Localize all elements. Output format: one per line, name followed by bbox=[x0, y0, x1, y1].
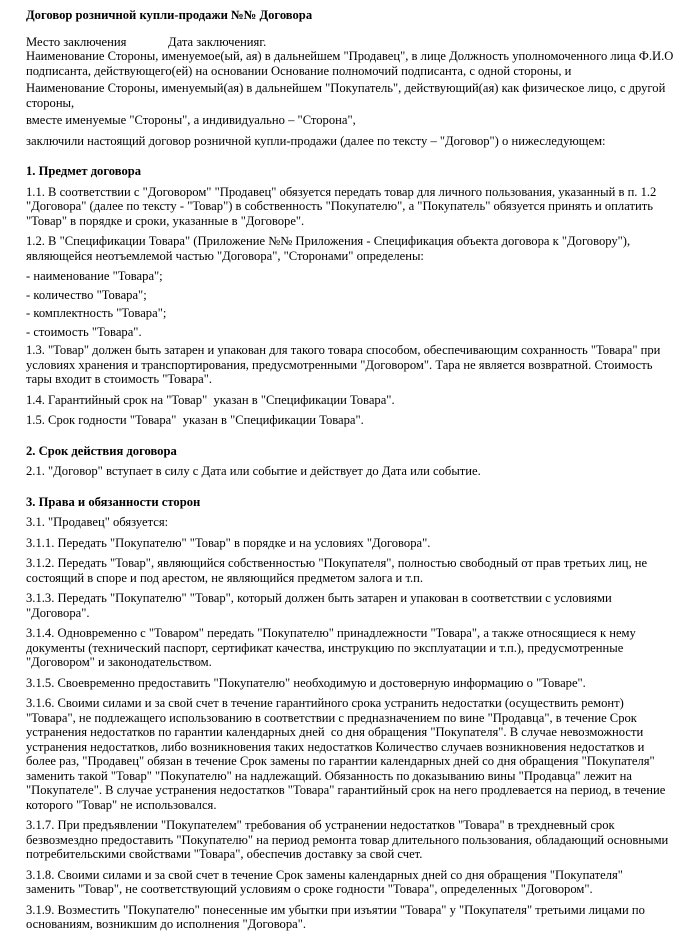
date-of-conclusion: Дата заключенияг. bbox=[168, 34, 267, 49]
section-2-heading: 2. Срок действия договора bbox=[26, 443, 177, 458]
spec-item-cost: - стоимость "Товара". bbox=[26, 324, 142, 339]
clause-3-1-6: 3.1.6. Своими силами и за свой счет в течение гарантийного срока устранить недостатки (осуществить ремонт) "Товара", не подлежащего использованию в соответствии с предназначением по вине "Продавца", в течение Срок устранения недостатков по гарантии календарных дней со дня обращения "Покупателя". В случае невозможности устранения недостатков, либо возникновения таких недостатков Количество случаев возникновения недостатков и более раз, "Продавец" обязан в течение Срок замены по гарантии календарных дней со дня обращения "Покупателя" заменить такой "Товар" "Покупателю" на надлежащий. Обязанность по доказыванию вины "Продавца" лежит на "Покупателе". В случае устранения недостатков "Товара" гарантийный срок на него продлевается на период, в течение которого "Товар" не использовался. bbox=[26, 696, 669, 812]
clause-3-1-7: 3.1.7. При предъявлении "Покупателем" требования об устранении недостатков "Товара" в трехдневный срок безвозмездно предоставить "Покупателю" на период ремонта товар длительного пользования, обладающий основными потребительскими свойствами "Товара", обеспечив доставку за свой счет. bbox=[26, 818, 672, 861]
spec-item-quantity: - количество "Товара"; bbox=[26, 287, 147, 302]
preamble-conclusion: заключили настоящий договор розничной купли-продажи (далее по тексту – "Договор") о нижеследующем: bbox=[26, 133, 606, 148]
preamble-parties: вместе именуемые "Стороны", а индивидуально – "Сторона", bbox=[26, 113, 356, 127]
spec-item-completeness: - комплектность "Товара"; bbox=[26, 306, 167, 320]
clause-1-1: 1.1. В соответствии с "Договором" "Продавец" обязуется передать товар для личного пользования, указанный в п. 1.2 "Договора" (далее по тексту - "Товар") в собственность "Покупателю", а "Покупатель" обязуется принять и оплатить "Товар" в порядке и сроки, указанные в "Договоре". bbox=[26, 184, 660, 228]
clause-2-1: 2.1. "Договор" вступает в силу с Дата или событие и действует до Дата или событие. bbox=[26, 464, 481, 478]
spec-item-name: - наименование "Товара"; bbox=[26, 269, 163, 283]
preamble-seller: Наименование Стороны, именуемое(ый, ая) в дальнейшем "Продавец", в лице Должность уполномоченного лица Ф.И.О подписанта, действующего(ей) на основании Основание полномочий подписанта, с одной стороны, и bbox=[26, 49, 677, 78]
clause-1-2: 1.2. В "Спецификации Товара" (Приложение №№ Приложения - Спецификация объекта договора к "Договору"), являющейся неотъемлемой частью "Договора", "Сторонами" определены: bbox=[26, 234, 634, 263]
section-1-heading: 1. Предмет договора bbox=[26, 164, 142, 178]
clause-3-1: 3.1. "Продавец" обязуется: bbox=[26, 515, 169, 529]
clause-3-1-8: 3.1.8. Своими силами и за свой счет в течение Срок замены календарных дней со дня обращения "Покупателя" заменить "Товар", не соответствующий условиям о сроке годности "Товара", определенных "Договором". bbox=[26, 867, 627, 896]
clause-1-3: 1.3. "Товар" должен быть затарен и упакован для такого товара способом, обеспечивающим сохранность "Товара" при условиях хранения и транспортирования, предусмотренными "Договором". Тара не является возвратной. Стоимость тары входит в стоимость "Товара". bbox=[26, 343, 664, 386]
conclusion-meta-line bbox=[26, 35, 674, 50]
clause-3-1-2: 3.1.2. Передать "Товар", являющийся собственностью "Покупателя", полностью свободный от прав третьих лиц, не состоящий в споре и под арестом, не являющийся предметом залога и т.п. bbox=[26, 556, 651, 585]
clause-3-1-3: 3.1.3. Передать "Покупателю" "Товар", который должен быть затарен и упакован в соответствии с условиями "Договора". bbox=[26, 591, 615, 620]
clause-3-1-4: 3.1.4. Одновременно с "Товаром" передать "Покупателю" принадлежности "Товара", а также относящиеся к нему документы (технический паспорт, сертификат качества, инструкцию по эксплуатации и т.п.), предусмотренные "Договором" и законодательством. bbox=[26, 626, 639, 669]
clause-1-5: 1.5. Срок годности "Товара" указан в "Спецификации Товара". bbox=[26, 413, 364, 427]
clause-3-1-5: 3.1.5. Своевременно предоставить "Покупателю" необходимую и достоверную информацию о "Товаре". bbox=[26, 675, 586, 690]
section-3-heading: 3. Права и обязанности сторон bbox=[26, 494, 201, 509]
clause-3-1-1: 3.1.1. Передать "Покупателю" "Товар" в порядке и на условиях "Договора". bbox=[26, 535, 431, 550]
clause-1-4: 1.4. Гарантийный срок на "Товар" указан в "Спецификации Товара". bbox=[26, 392, 395, 407]
place-of-conclusion: Место заключения bbox=[26, 34, 127, 49]
preamble-buyer: Наименование Стороны, именуемый(ая) в дальнейшем "Покупатель", действующий(ая) как физическое лицо, с другой стороны, bbox=[26, 81, 669, 110]
clause-3-1-9: 3.1.9. Возместить "Покупателю" понесенные им убытки при изъятии "Товара" у "Покупателя" третьими лицами по основаниям, возникшим до исполнения "Договора". bbox=[26, 902, 649, 931]
document-title: Договор розничной купли-продажи №№ Договора bbox=[26, 8, 313, 22]
